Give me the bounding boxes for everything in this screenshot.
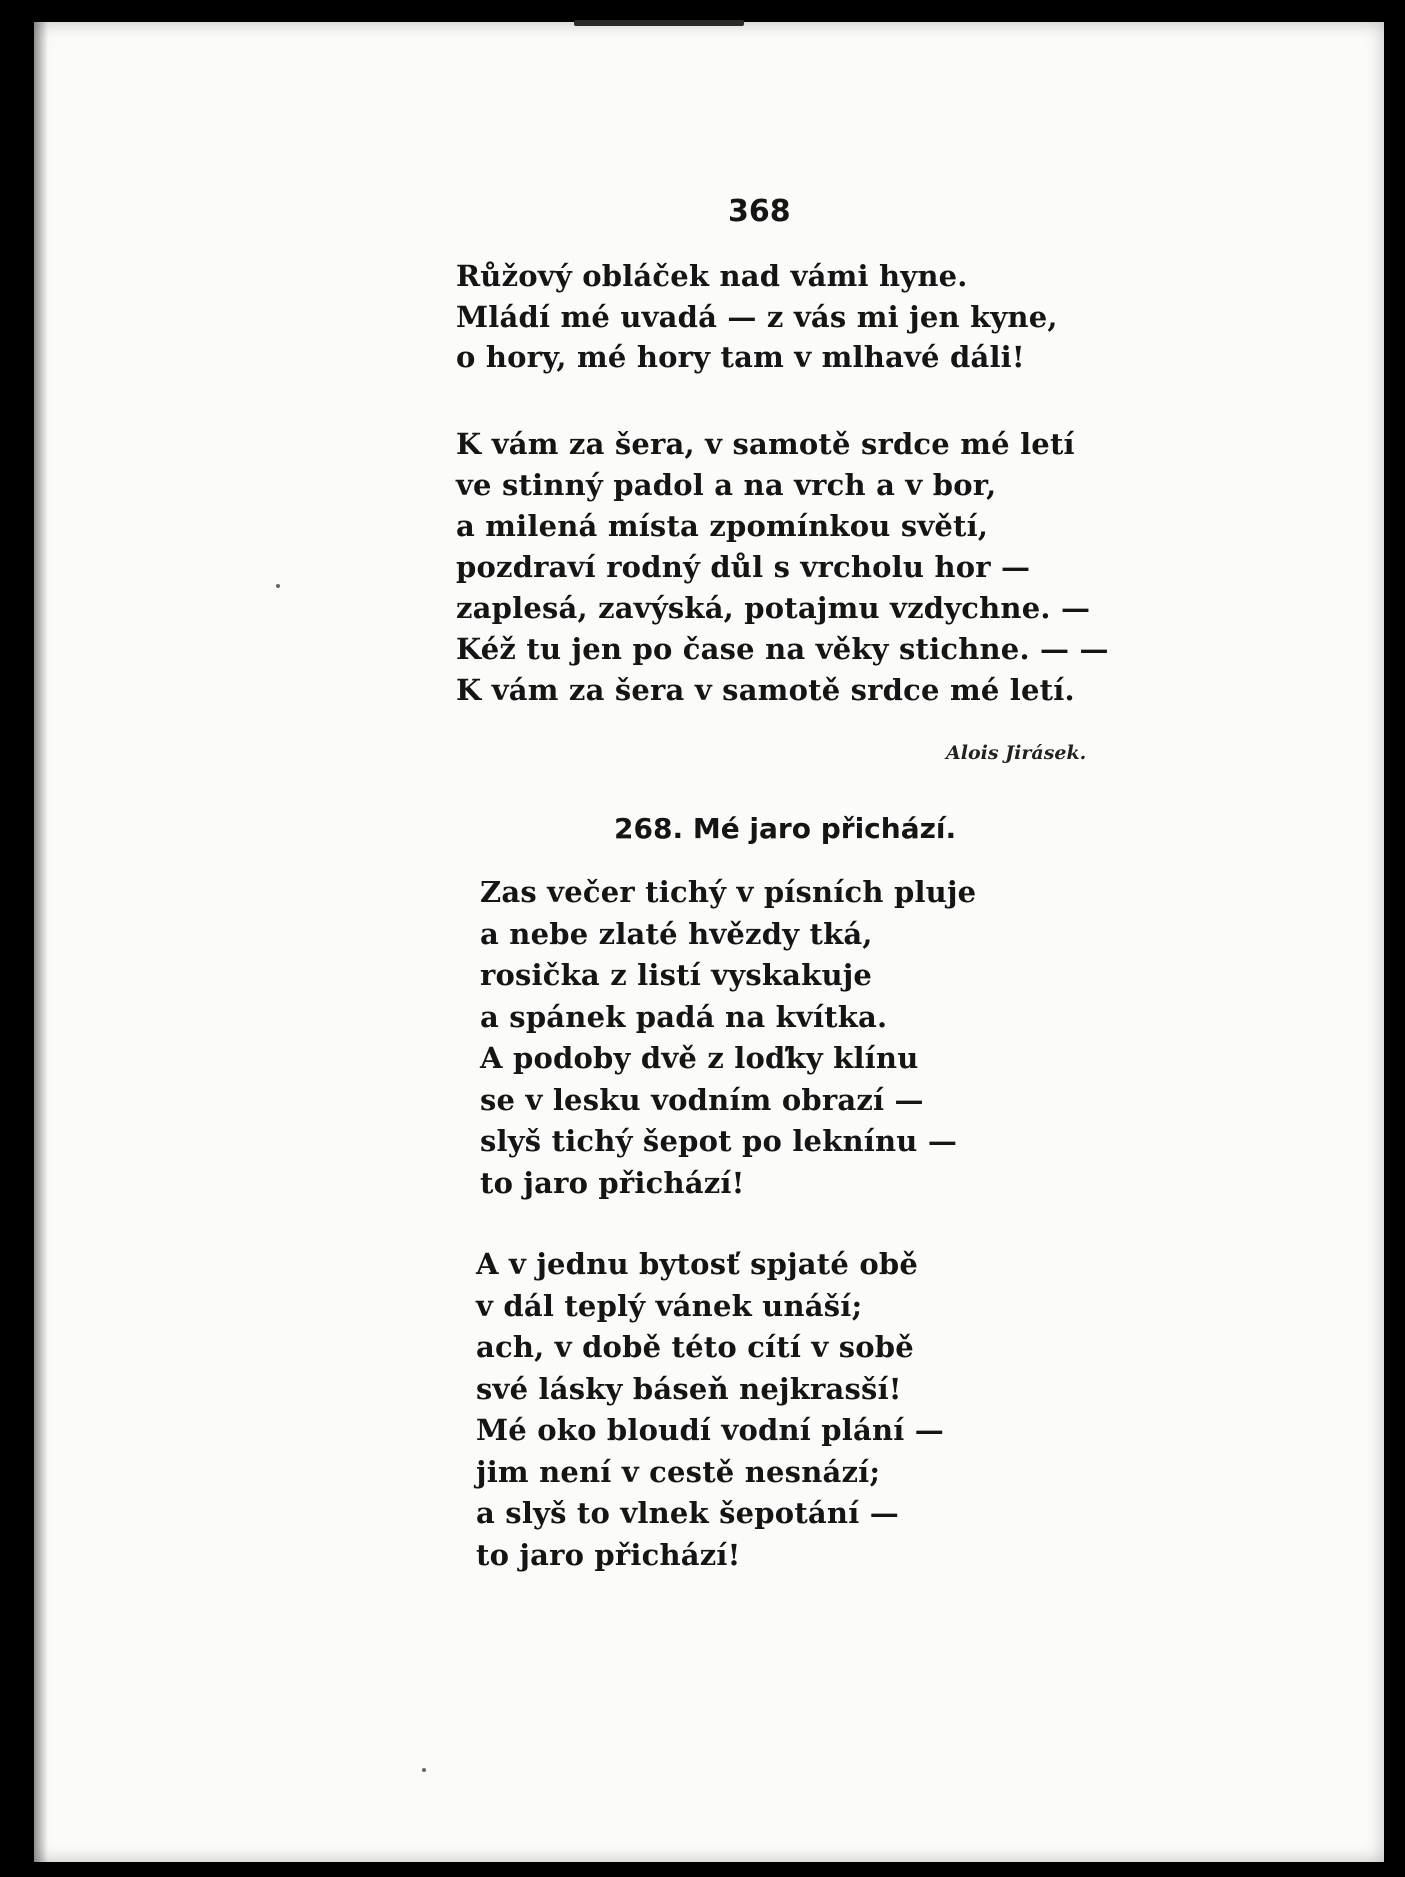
verse-line: rosička z listí vyskakuje [480,958,873,992]
verse-line: své lásky báseň nejkrasší! [476,1371,902,1406]
verse-line: ve stinný padol a na vrch a v bor, [456,468,997,502]
scan-mark [574,20,744,26]
verse-line: Mé oko bloudí vodní plání — [476,1413,944,1447]
verse-line: K vám za šera v samotě srdce mé letí. [456,673,1075,707]
poem-author: Alois Jirásek. [946,742,1087,764]
paper-speck [422,1768,426,1772]
scan-edge-shadow [34,22,48,1862]
verse-line: se v lesku vodním obrazí — [480,1082,924,1117]
verse-line: a nebe zlaté hvězdy tká, [480,916,873,951]
verse-line: to jaro přichází! [476,1537,741,1572]
poem1-stanza-1 [456,256,1058,378]
verse-line: jim není v cestě nesnází; [476,1454,881,1489]
paper-speck [276,584,280,588]
book-page [34,22,1384,1862]
poem2-stanza-1 [480,872,976,1204]
verse-line: zaplesá, zavýská, potajmu vzdychne. — [456,591,1091,625]
verse-line: to jaro přichází! [480,1165,745,1200]
verse-line: o hory, mé hory tam v mlhavé dáli! [456,340,1025,374]
verse-line: a spánek padá na kvítka. [480,999,888,1034]
verse-line: Růžový obláček nad vámi hyne. [456,259,968,293]
page-number: 368 [728,194,791,229]
verse-line: A podoby dvě z loďky klínu [480,1041,919,1075]
verse-line: ach, v době této cítí v sobě [476,1330,914,1364]
verse-line: A v jednu bytosť spjaté obě [476,1247,919,1281]
verse-line: Zas večer tichý v písních pluje [480,875,977,909]
verse-line: pozdraví rodný důl s vrcholu hor — [456,550,1031,584]
verse-line: slyš tichý šepot po leknínu — [480,1124,958,1158]
verse-line: Kéž tu jen po čase na věky stichne. — — [456,632,1109,666]
verse-line: a slyš to vlnek šepotání — [476,1496,899,1530]
verse-line: Mládí mé uvadá — z vás mi jen kyne, [456,299,1058,334]
verse-line: v dál teplý vánek unáší; [476,1288,863,1323]
poem1-stanza-2 [456,424,1109,711]
verse-line: a milená místa zpomínkou světí, [456,509,989,543]
poem-title: 268. Mé jaro přichází. [614,812,957,845]
verse-line: K vám za šera, v samotě srdce mé letí [456,427,1075,461]
poem2-stanza-2 [476,1244,944,1576]
